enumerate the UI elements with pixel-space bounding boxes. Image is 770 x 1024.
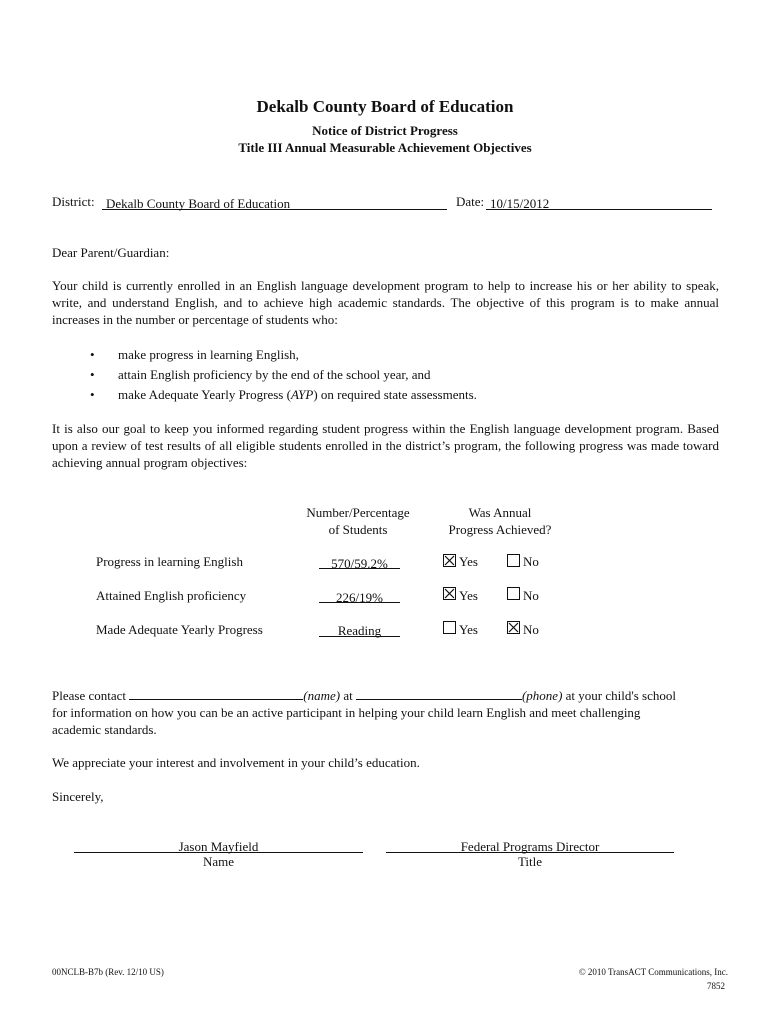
bullet-icon: • xyxy=(90,387,95,402)
yes-checkbox[interactable] xyxy=(443,621,456,634)
district-value: Dekalb County Board of Education xyxy=(106,196,291,211)
contact-line-1 xyxy=(52,687,676,704)
checkmark-x-icon xyxy=(444,555,455,566)
contact-line-2: for information on how you can be an active participant in helping your child learn English and meet challenging xyxy=(52,705,641,720)
column-header-achieved xyxy=(430,504,570,538)
bullet-text: attain English proficiency by the end of the school year, and xyxy=(118,367,431,382)
bullet-text-part: ) on required state assessments. xyxy=(313,387,477,402)
contact-phone-field[interactable] xyxy=(356,688,522,700)
no-checkbox[interactable] xyxy=(507,554,520,567)
row-label: Made Adequate Yearly Progress xyxy=(96,622,263,637)
signer-title: Federal Programs Director xyxy=(460,839,600,854)
bullet-text-emphasis: AYP xyxy=(290,387,314,402)
document-subtitle-notice: Notice of District Progress xyxy=(312,123,458,138)
column-header-number xyxy=(288,504,428,538)
sincerely: Sincerely, xyxy=(52,789,104,804)
row-label: Progress in learning English xyxy=(96,554,243,569)
yes-label: Yes xyxy=(459,554,478,569)
column-header-line: Progress Achieved? xyxy=(448,522,552,537)
bullet-text xyxy=(118,385,477,405)
district-label: District: xyxy=(52,194,95,209)
copyright: © 2010 TransACT Communications, Inc. xyxy=(578,967,728,977)
bullet-text-part: make Adequate Yearly Progress ( xyxy=(118,387,291,402)
intro-paragraph: Your child is currently enrolled in an English language development program to help to increase his or her ability to speak, write, and understand English, and to achieve high academic standards. The objective of this program is to make annual increases in the number or percentage of students who: xyxy=(52,278,719,327)
signer-name: Jason Mayfield xyxy=(178,839,259,854)
row-value: 226/19% xyxy=(336,590,383,605)
contact-name-label: (name) xyxy=(303,688,341,703)
contact-text: Please contact xyxy=(52,688,126,703)
greeting: Dear Parent/Guardian: xyxy=(52,245,170,260)
contact-name-field[interactable] xyxy=(129,688,303,700)
bullet-icon: • xyxy=(90,367,95,382)
contact-text: at xyxy=(343,688,353,703)
title-caption: Title xyxy=(517,854,543,869)
no-label: No xyxy=(523,588,539,603)
yes-checkbox[interactable] xyxy=(443,587,456,600)
document-title: Dekalb County Board of Education xyxy=(256,97,514,116)
column-header-line: Number/Percentage xyxy=(306,505,410,520)
row-value: Reading xyxy=(337,623,382,638)
checkmark-x-icon xyxy=(444,588,455,599)
appreciation-line: We appreciate your interest and involvement in your child’s education. xyxy=(52,755,420,770)
document-number: 7852 xyxy=(707,981,725,991)
name-caption: Name xyxy=(202,854,235,869)
no-label: No xyxy=(523,622,539,637)
row-value: 570/59.2% xyxy=(331,556,388,571)
no-checkbox[interactable] xyxy=(507,587,520,600)
date-label: Date: xyxy=(456,194,485,209)
no-label: No xyxy=(523,554,539,569)
date-value: 10/15/2012 xyxy=(490,196,550,211)
no-checkbox[interactable] xyxy=(507,621,520,634)
checkmark-x-icon xyxy=(508,622,519,633)
yes-label: Yes xyxy=(459,622,478,637)
contact-text: at your child's school xyxy=(565,688,676,703)
yes-label: Yes xyxy=(459,588,478,603)
contact-phone-label: (phone) xyxy=(521,688,563,703)
form-code: 00NCLB-B7b (Rev. 12/10 US) xyxy=(52,967,164,977)
column-header-line: Was Annual xyxy=(468,505,532,520)
bullet-icon: • xyxy=(90,347,95,362)
document-subtitle-title-iii: Title III Annual Measurable Achievement Objectives xyxy=(238,140,532,155)
progress-paragraph: It is also our goal to keep you informed regarding student progress within the English language development program. Based upon a review of test results of all eligible students enrolled in the district’s program, the following progress was made toward achieving annual program objectives: xyxy=(52,421,719,470)
contact-line-3: academic standards. xyxy=(52,722,157,737)
yes-checkbox[interactable] xyxy=(443,554,456,567)
row-label: Attained English proficiency xyxy=(96,588,247,603)
column-header-line: of Students xyxy=(328,522,388,537)
bullet-text: make progress in learning English, xyxy=(118,347,299,362)
